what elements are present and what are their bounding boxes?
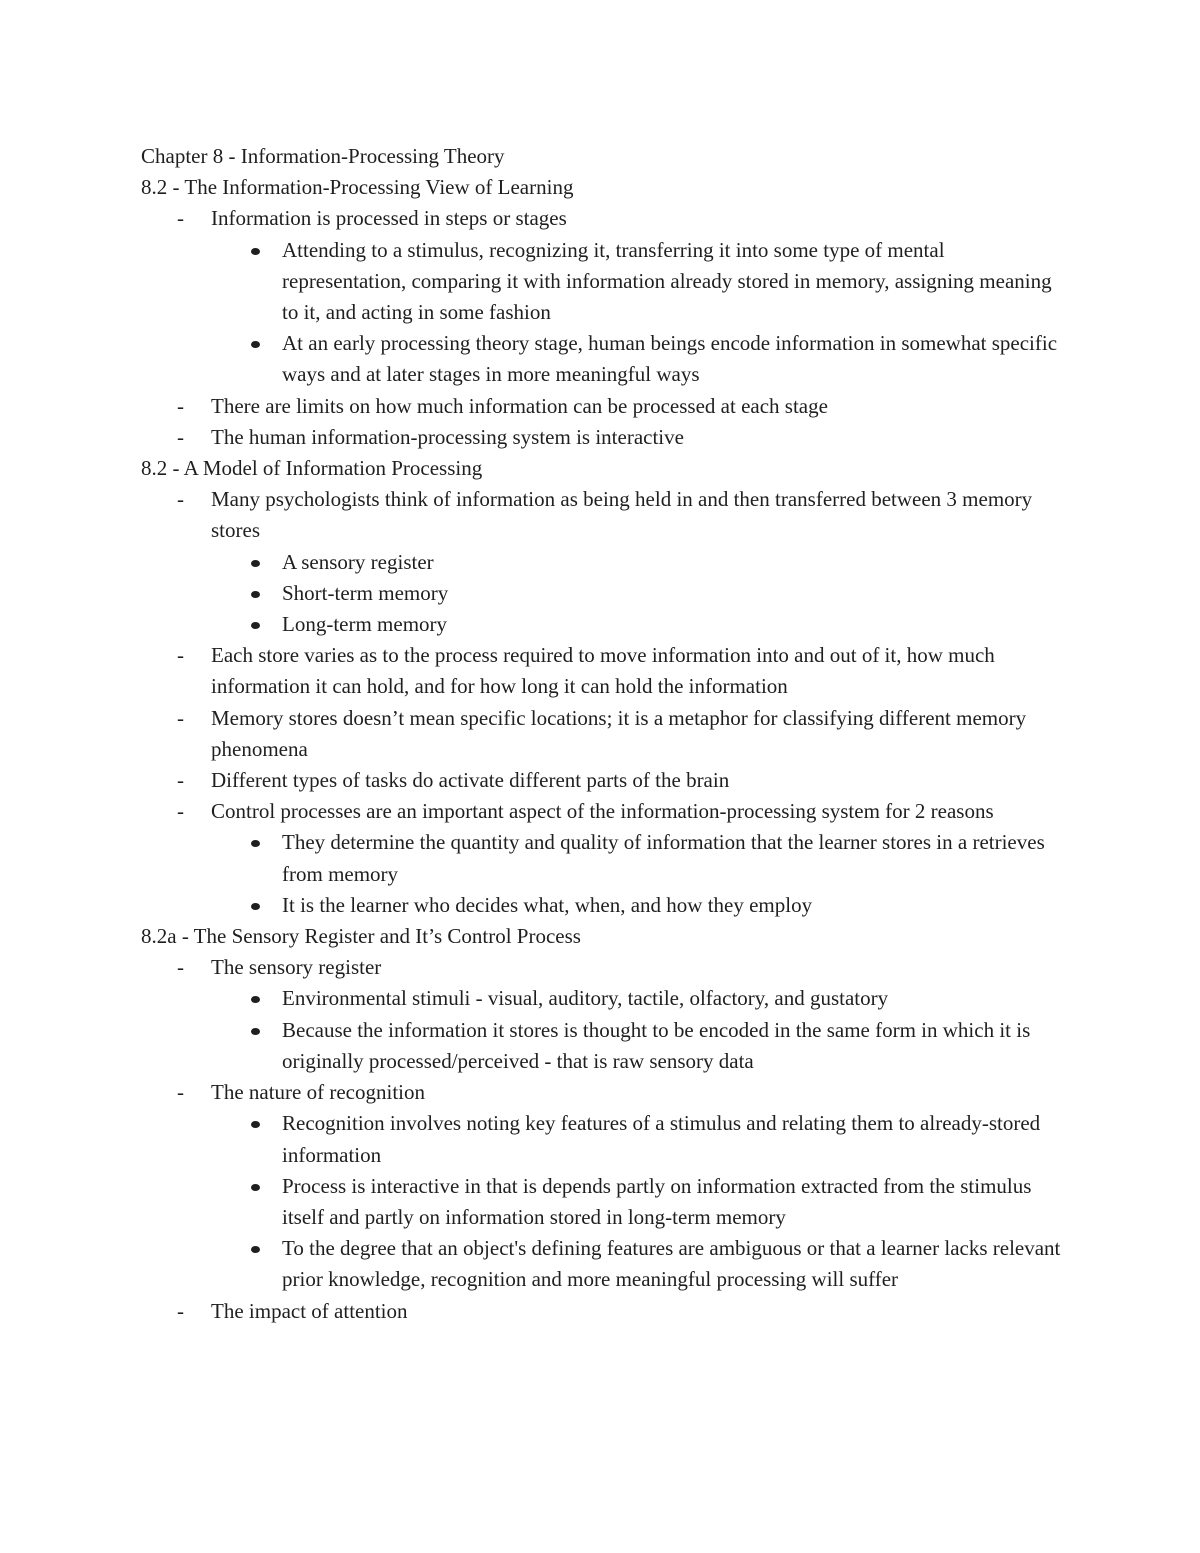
line-text: Because the information it stores is thought to be encoded in the same form in which it is originally processed/perceived - that is raw sensory data — [282, 1017, 1031, 1073]
line-text: Different types of tasks do activate different parts of the brain — [211, 768, 730, 793]
dash-list-item — [141, 765, 1066, 796]
dash-marker: - — [177, 393, 184, 418]
bullet-list-item — [141, 547, 1066, 578]
dash-marker: - — [177, 206, 184, 231]
bullet-list-item — [141, 235, 1066, 329]
bullet-dot-icon — [251, 1246, 260, 1253]
line-text: To the degree that an object's defining features are ambiguous or that a learner lacks relevant prior knowledge, recognition and more meaningful processing will suffer — [282, 1236, 1061, 1292]
bullet-dot-icon — [251, 622, 260, 629]
line-text: Memory stores doesn’t mean specific locations; it is a metaphor for classifying different memory phenomena — [211, 705, 1027, 761]
bullet-list-item — [141, 1015, 1066, 1077]
bullet-dot-icon — [251, 1028, 260, 1035]
line-text: Control processes are an important aspect of the information-processing system for 2 reasons — [211, 799, 994, 824]
line-text: The sensory register — [211, 955, 382, 980]
line-text: There are limits on how much information can be processed at each stage — [211, 393, 828, 418]
dash-marker: - — [177, 424, 184, 449]
line-text: The nature of recognition — [211, 1080, 425, 1105]
line-text: Attending to a stimulus, recognizing it, transferring it into some type of mental representation, comparing it with information already stored in memory, assigning meaning to it, and acting in some fashion — [282, 237, 1052, 325]
bullet-dot-icon — [251, 903, 260, 910]
dash-list-item — [141, 422, 1066, 453]
line-text: 8.2a - The Sensory Register and It’s Control Process — [141, 924, 581, 949]
line-text: Chapter 8 - Information-Processing Theory — [141, 144, 505, 168]
bullet-list-item — [141, 609, 1066, 640]
line-text: Long-term memory — [282, 612, 448, 637]
line-text: It is the learner who decides what, when, and how they employ — [282, 892, 813, 917]
bullet-list-item — [141, 827, 1066, 889]
bullet-dot-icon — [251, 591, 260, 598]
line-text: Information is processed in steps or stages — [211, 206, 567, 231]
section-heading — [141, 453, 1066, 484]
bullet-dot-icon — [251, 1184, 260, 1191]
bullet-list-item — [141, 328, 1066, 390]
dash-list-item — [141, 640, 1066, 702]
line-text: 8.2 - The Information-Processing View of Learning — [141, 175, 574, 200]
line-text: The impact of attention — [211, 1298, 408, 1323]
section-heading — [141, 921, 1066, 952]
dash-marker: - — [177, 768, 184, 793]
dash-list-item — [141, 952, 1066, 983]
bullet-list-item — [141, 1233, 1066, 1295]
dash-list-item — [141, 203, 1066, 234]
line-text: Each store varies as to the process required to move information into and out of it, how much information it can hold, and for how long it can hold the information — [211, 643, 995, 699]
line-text: At an early processing theory stage, human beings encode information in somewhat specific ways and at later stages in more meaningful ways — [282, 331, 1058, 387]
dash-marker: - — [177, 799, 184, 824]
bullet-list-item — [141, 1171, 1066, 1233]
line-text: Recognition involves noting key features of a stimulus and relating them to already-stored information — [282, 1111, 1041, 1167]
dash-marker: - — [177, 1298, 184, 1323]
dash-marker: - — [177, 955, 184, 980]
line-text: Process is interactive in that is depends partly on information extracted from the stimulus itself and partly on information stored in long-term memory — [282, 1173, 1032, 1229]
bullet-dot-icon — [251, 248, 260, 255]
line-text: A sensory register — [282, 549, 434, 574]
dash-list-item — [141, 391, 1066, 422]
section-heading — [141, 172, 1066, 203]
bullet-dot-icon — [251, 1121, 260, 1128]
bullet-list-item — [141, 983, 1066, 1014]
dash-marker: - — [177, 487, 184, 512]
line-text: They determine the quantity and quality of information that the learner stores in a retrieves from memory — [282, 830, 1045, 886]
bullet-dot-icon — [251, 341, 260, 348]
bullet-dot-icon — [251, 996, 260, 1003]
line-text: 8.2 - A Model of Information Processing — [141, 456, 483, 481]
dash-list-item — [141, 703, 1066, 765]
bullet-dot-icon — [251, 560, 260, 567]
dash-marker: - — [177, 643, 184, 668]
line-text: Many psychologists think of information as being held in and then transferred between 3 memory stores — [211, 487, 1033, 543]
dash-list-item — [141, 1296, 1066, 1327]
dash-list-item — [141, 796, 1066, 827]
dash-list-item — [141, 484, 1066, 546]
bullet-list-item — [141, 578, 1066, 609]
section-heading — [141, 141, 1066, 172]
dash-marker: - — [177, 1080, 184, 1105]
dash-marker: - — [177, 705, 184, 730]
line-text: Short-term memory — [282, 580, 449, 605]
dash-list-item — [141, 1077, 1066, 1108]
bullet-dot-icon — [251, 840, 260, 847]
line-text: The human information-processing system is interactive — [211, 424, 684, 449]
line-text: Environmental stimuli - visual, auditory, tactile, olfactory, and gustatory — [282, 986, 889, 1011]
bullet-list-item — [141, 1108, 1066, 1170]
bullet-list-item — [141, 890, 1066, 921]
document-body — [141, 141, 1066, 1327]
